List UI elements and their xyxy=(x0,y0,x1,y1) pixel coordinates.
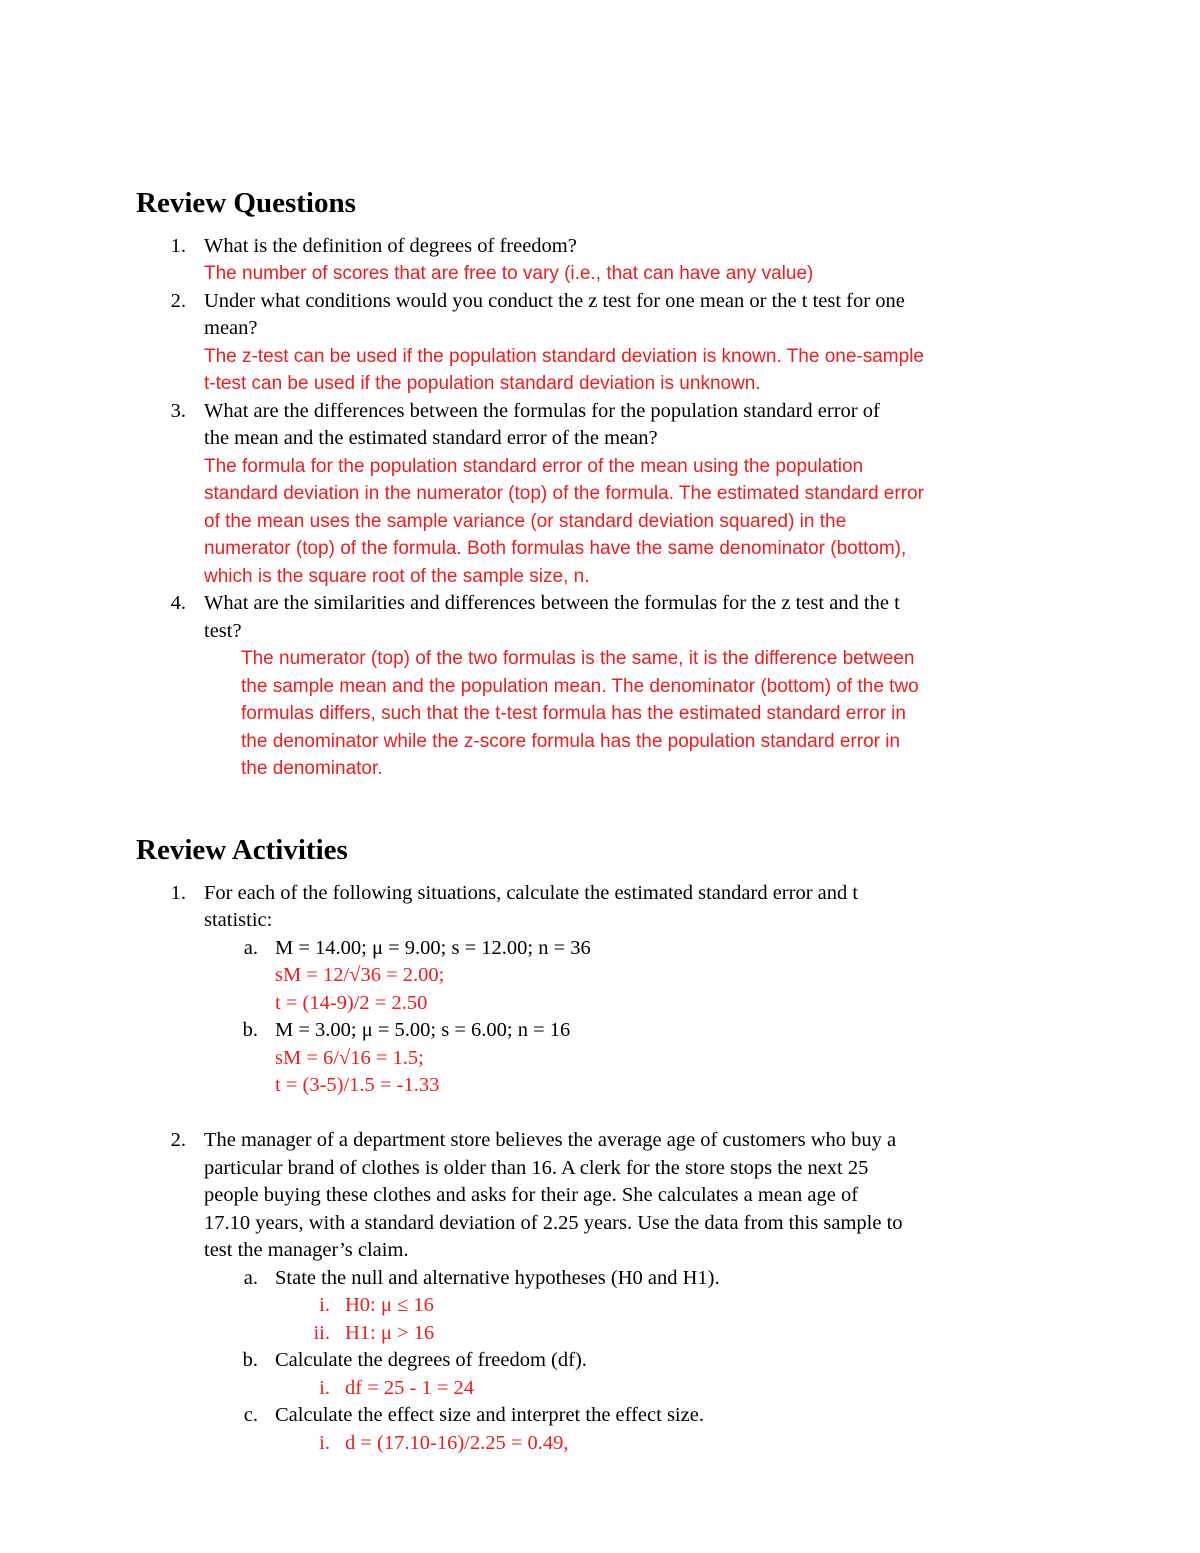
activity-2a-text: State the null and alternative hypotheses (H0 and H1). xyxy=(275,1267,720,1289)
activity-1b-standard-error: sM = 6/√16 = 1.5; xyxy=(275,1047,424,1069)
question-4-answer-line-1: The numerator (top) of the two formulas is the same, it is the difference between xyxy=(241,648,915,669)
activity-2c-i-label: i. xyxy=(319,1432,330,1454)
question-1-answer: The number of scores that are free to vary (i.e., that can have any value) xyxy=(204,263,814,284)
activity-1b-given: M = 3.00; μ = 5.00; s = 6.00; n = 16 xyxy=(275,1019,571,1041)
activity-1-text-line-2: statistic: xyxy=(204,909,273,931)
question-2-text-line-2: mean? xyxy=(204,317,258,339)
question-3-answer-line-3: of the mean uses the sample variance (or standard deviation squared) in the xyxy=(204,511,847,532)
activity-2-text-line-2: particular brand of clothes is older than 16. A clerk for the store stops the next 25 xyxy=(204,1157,869,1179)
activity-1a-standard-error: sM = 12/√36 = 2.00; xyxy=(275,964,445,986)
question-4-text-line-2: test? xyxy=(204,620,242,642)
question-3-answer-line-4: numerator (top) of the formula. Both formulas have the same denominator (bottom), xyxy=(204,538,907,559)
activity-2b-degrees-of-freedom: df = 25 - 1 = 24 xyxy=(345,1377,475,1399)
question-4-text-line-1: What are the similarities and differences between the formulas for the z test and the t xyxy=(204,592,900,614)
question-2-answer-line-2: t-test can be used if the population standard deviation is unknown. xyxy=(204,373,761,394)
activity-2b-i-label: i. xyxy=(319,1377,330,1399)
question-4-answer-line-2: the sample mean and the population mean. The denominator (bottom) of the two xyxy=(241,676,919,697)
activity-2a-i-label: i. xyxy=(319,1294,330,1316)
activity-2-text-line-5: test the manager’s claim. xyxy=(204,1239,409,1261)
activity-1-number: 1. xyxy=(170,882,186,904)
question-2-text-line-1: Under what conditions would you conduct the z test for one mean or the t test for one xyxy=(204,290,905,312)
activity-2-text-line-1: The manager of a department store believes the average age of customers who buy a xyxy=(204,1129,897,1151)
activity-1a-t-statistic: t = (14-9)/2 = 2.50 xyxy=(275,992,428,1014)
activity-2b-text: Calculate the degrees of freedom (df). xyxy=(275,1349,587,1371)
activity-2-text-line-4: 17.10 years, with a standard deviation of 2.25 years. Use the data from this sample to xyxy=(204,1212,903,1234)
activity-1-text-line-1: For each of the following situations, calculate the estimated standard error and t xyxy=(204,882,859,904)
activity-1b-label: b. xyxy=(242,1019,258,1041)
question-4-answer-line-4: the denominator while the z-score formula has the population standard error in xyxy=(241,731,901,752)
question-3-text-line-2: the mean and the estimated standard error of the mean? xyxy=(204,427,658,449)
question-4-number: 4. xyxy=(170,592,186,614)
activity-2b-label: b. xyxy=(242,1349,258,1371)
activity-2c-label: c. xyxy=(243,1404,258,1426)
review-questions-heading: Review Questions xyxy=(136,187,356,219)
activity-2a-alternative-hypothesis: H1: μ > 16 xyxy=(345,1322,435,1344)
activity-2c-text: Calculate the effect size and interpret the effect size. xyxy=(275,1404,704,1426)
question-3-text-line-1: What are the differences between the formulas for the population standard error of xyxy=(204,400,880,422)
activity-2a-label: a. xyxy=(243,1267,258,1289)
activity-2c-effect-size: d = (17.10-16)/2.25 = 0.49, xyxy=(345,1432,569,1454)
activity-2-text-line-3: people buying these clothes and asks for their age. She calculates a mean age of xyxy=(204,1184,859,1206)
activity-1b-t-statistic: t = (3-5)/1.5 = -1.33 xyxy=(275,1074,440,1096)
activity-2-number: 2. xyxy=(170,1129,186,1151)
activity-2a-null-hypothesis: H0: μ ≤ 16 xyxy=(345,1294,434,1316)
question-3-answer-line-1: The formula for the population standard error of the mean using the population xyxy=(204,456,864,477)
question-3-answer-line-5: which is the square root of the sample size, n. xyxy=(204,566,590,587)
question-1-text: What is the definition of degrees of freedom? xyxy=(204,235,577,257)
question-1-number: 1. xyxy=(170,235,186,257)
question-4-answer-line-3: formulas differs, such that the t-test formula has the estimated standard error in xyxy=(241,703,906,724)
question-3-number: 3. xyxy=(170,400,186,422)
review-activities-heading: Review Activities xyxy=(136,834,348,866)
question-2-number: 2. xyxy=(170,290,186,312)
question-3-answer-line-2: standard deviation in the numerator (top) of the formula. The estimated standard error xyxy=(204,483,924,504)
activity-2a-ii-label: ii. xyxy=(313,1322,330,1344)
activity-1a-given: M = 14.00; μ = 9.00; s = 12.00; n = 36 xyxy=(275,937,591,959)
question-2-answer-line-1: The z-test can be used if the population standard deviation is known. The one-sample xyxy=(204,346,924,367)
activity-1a-label: a. xyxy=(243,937,258,959)
question-4-answer-line-5: the denominator. xyxy=(241,758,383,779)
